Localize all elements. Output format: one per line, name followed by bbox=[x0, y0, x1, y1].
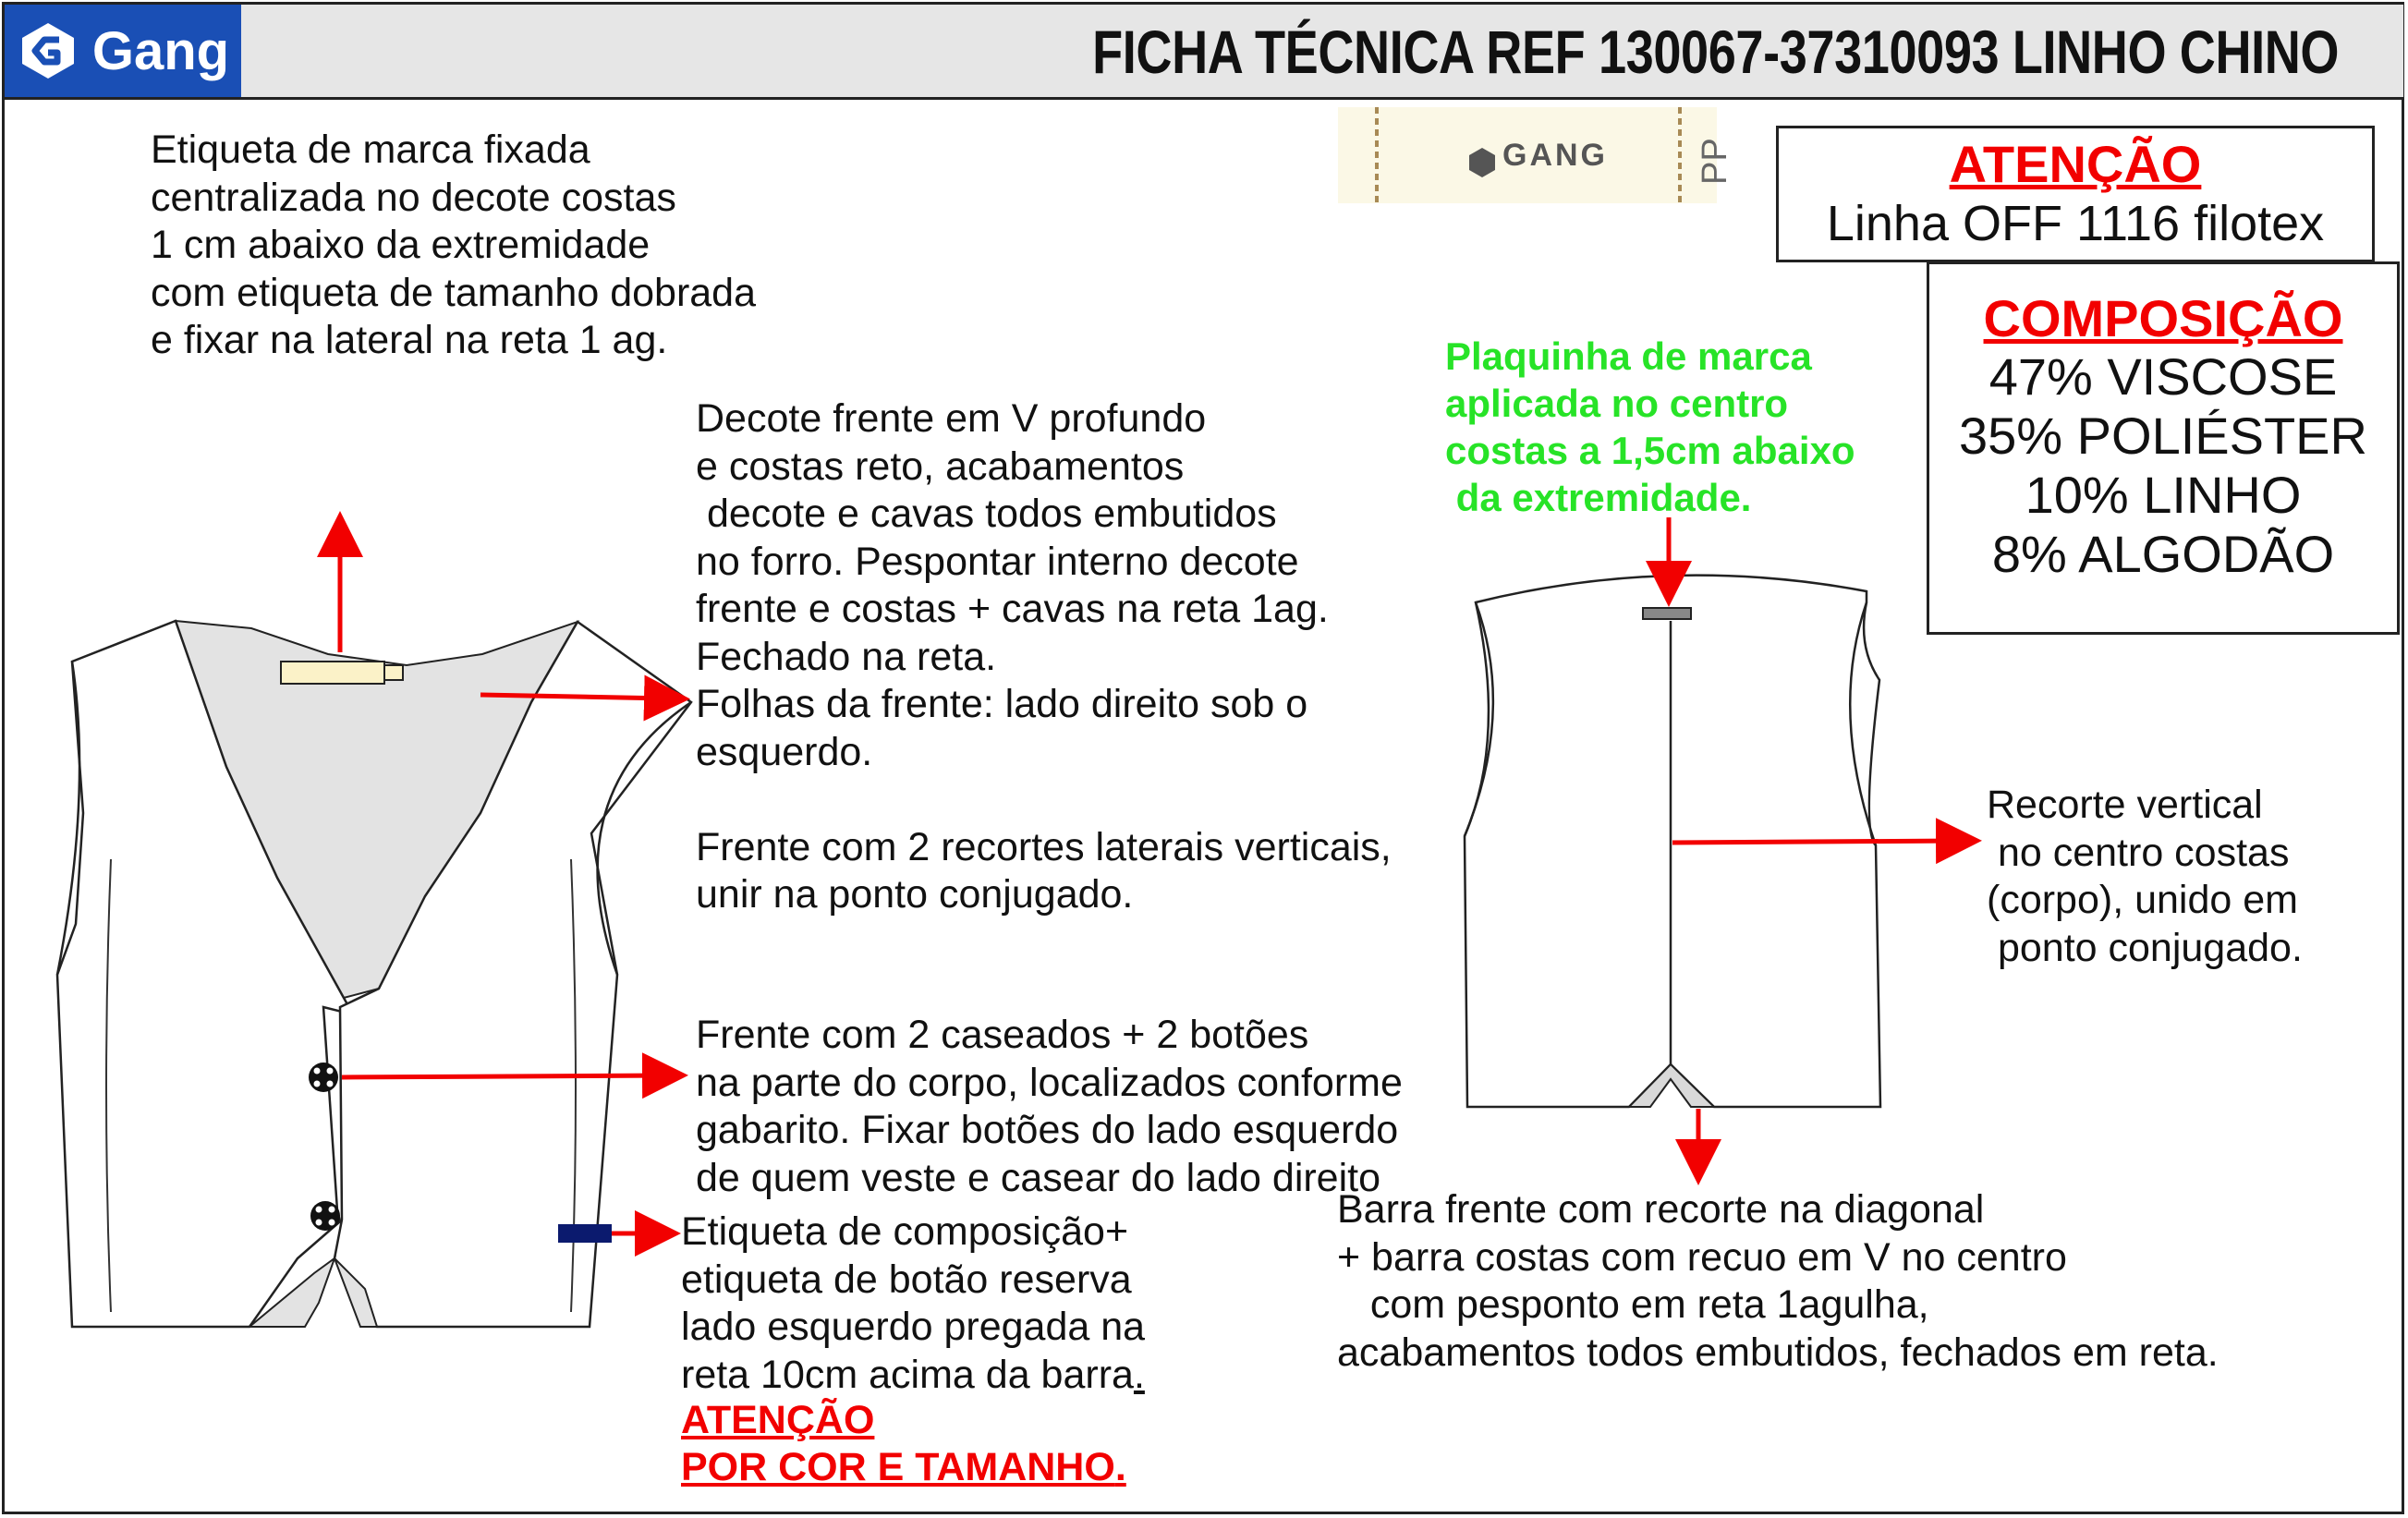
attention-text: Linha OFF 1116 filotex bbox=[1826, 196, 2325, 251]
composition-item: 8% ALGODÃO bbox=[1991, 525, 2335, 583]
composition-label-text: Etiqueta de composição+ etiqueta de botão reserva lado esquerdo pregada na reta 10cm acima da barra bbox=[681, 1209, 1146, 1397]
composition-item: 35% POLIÉSTER bbox=[1959, 407, 2367, 465]
buttons-note: Frente com 2 caseados + 2 botões na parte do corpo, localizados conforme gabarito. Fixar botões do lado esquerdo de quem veste e casear do lado direito bbox=[696, 1013, 1403, 1200]
composition-label-period: . bbox=[1133, 1352, 1145, 1397]
logo-text: Gang bbox=[91, 20, 230, 81]
size-label-text: PP bbox=[1696, 138, 1734, 185]
composition-item: 47% VISCOSE bbox=[1988, 347, 2338, 406]
composition-item: 10% LINHO bbox=[2025, 466, 2302, 524]
attention-warning-1: ATENÇÃO bbox=[681, 1398, 875, 1442]
back-seam-note: Recorte vertical no centro costas (corpo), unido em ponto conjugado. bbox=[1987, 783, 2303, 970]
attention-heading: ATENÇÃO bbox=[1949, 135, 2202, 193]
brand-label-text: GANG bbox=[1502, 138, 1608, 173]
front-vest-drawing bbox=[57, 621, 691, 1327]
page-title: FICHA TÉCNICA REF 130067-37310093 LINHO CHINO bbox=[1092, 18, 2339, 86]
attention-warning-period: . bbox=[1114, 1445, 1126, 1489]
brand-plaque bbox=[1643, 608, 1691, 619]
brand-label-note: Etiqueta de marca fixada centralizada no decote costas 1 cm abaixo da extremidade com etiqueta de tamanho dobrada e fixar na lateral na reta 1 ag. bbox=[151, 128, 757, 362]
attention-warning-2: POR COR E TAMANHO bbox=[681, 1445, 1115, 1489]
neckline-note: Decote frente em V profundo e costas reto, acabamentos decote e cavas todos embutidos no forro. Pespontar interno decote frente e costas + cavas na reta 1ag. Fechado na reta. Folhas da frente: lado direito sob o esquerdo. Frente com 2 recortes laterais verticais, unir na ponto conjugado. bbox=[696, 396, 1392, 917]
composition-heading: COMPOSIÇÃO bbox=[1983, 289, 2343, 347]
plaque-note: Plaquinha de marca aplicada no centro costas a 1,5cm abaixo da extremidade. bbox=[1445, 334, 1855, 519]
hem-note: Barra frente com recorte na diagonal + barra costas com recuo em V no centro com pesponto em reta 1agulha, acabamentos todos embutidos, fechados em reta. bbox=[1337, 1187, 2219, 1375]
button-icon bbox=[309, 1063, 338, 1092]
composition-tag bbox=[558, 1224, 612, 1243]
button-icon bbox=[310, 1201, 340, 1231]
